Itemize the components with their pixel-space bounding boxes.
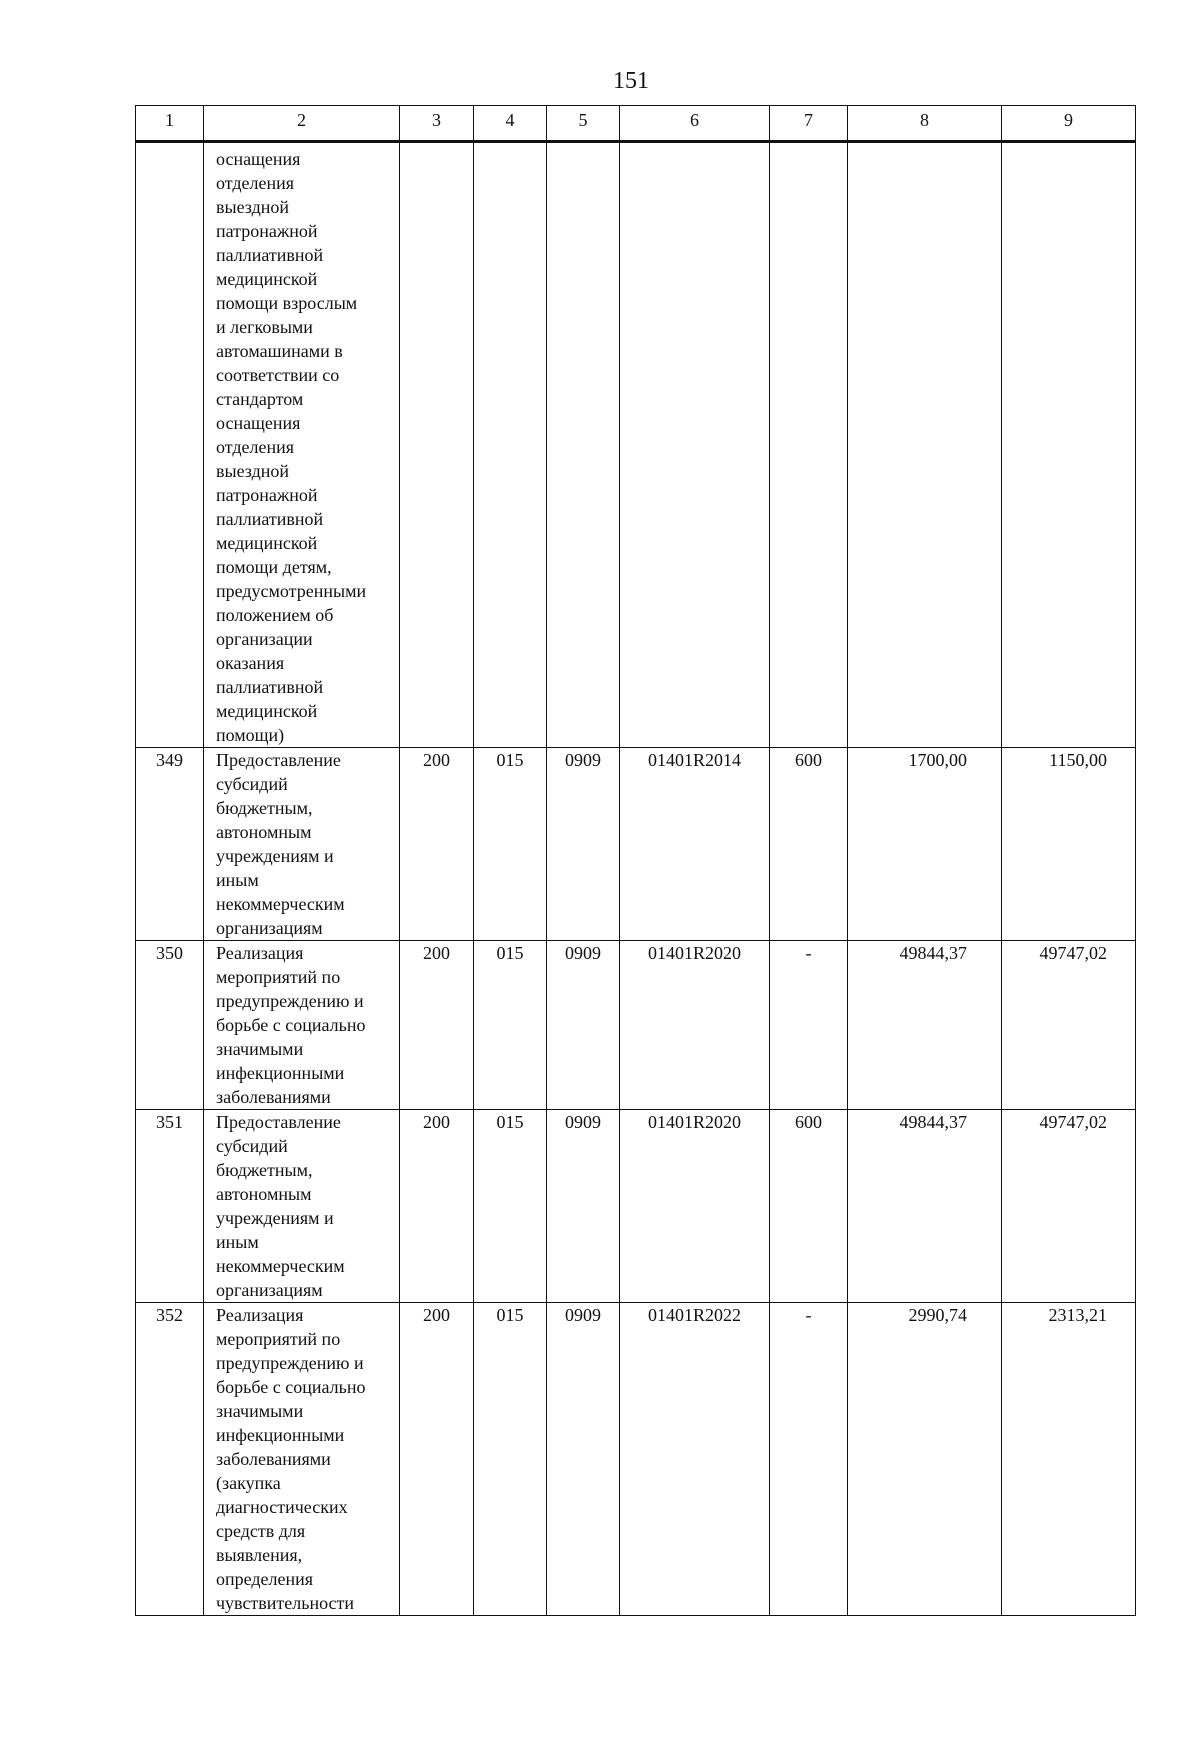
row-col6: 01401R2020 bbox=[620, 941, 770, 1110]
row-col9 bbox=[1002, 142, 1136, 748]
row-col7: - bbox=[770, 941, 848, 1110]
table-body bbox=[136, 142, 1136, 1616]
row-number: 352 bbox=[136, 1303, 204, 1616]
row-name: Предоставление субсидий бюджетным, автономным учреждениям и иным некоммерческим организациям bbox=[204, 1110, 400, 1303]
row-col8: 2990,74 bbox=[848, 1303, 1002, 1616]
column-header-1: 1 bbox=[136, 106, 204, 142]
row-col5 bbox=[547, 142, 620, 748]
row-col9: 2313,21 bbox=[1002, 1303, 1136, 1616]
row-number: 349 bbox=[136, 748, 204, 941]
row-col3: 200 bbox=[400, 1303, 474, 1616]
row-col4 bbox=[474, 142, 547, 748]
row-col6: 01401R2022 bbox=[620, 1303, 770, 1616]
column-header-8: 8 bbox=[848, 106, 1002, 142]
column-header-9: 9 bbox=[1002, 106, 1136, 142]
row-col9: 49747,02 bbox=[1002, 941, 1136, 1110]
row-number: 350 bbox=[136, 941, 204, 1110]
row-col4: 015 bbox=[474, 941, 547, 1110]
row-col5: 0909 bbox=[547, 1110, 620, 1303]
row-col4: 015 bbox=[474, 1110, 547, 1303]
row-col8: 49844,37 bbox=[848, 1110, 1002, 1303]
column-header-4: 4 bbox=[474, 106, 547, 142]
row-col6: 01401R2014 bbox=[620, 748, 770, 941]
column-header-7: 7 bbox=[770, 106, 848, 142]
column-header-6: 6 bbox=[620, 106, 770, 142]
table-row bbox=[136, 1110, 1136, 1303]
row-col6 bbox=[620, 142, 770, 748]
page-number: 151 bbox=[613, 68, 649, 94]
table-header bbox=[136, 106, 1136, 142]
row-name: Реализация мероприятий по предупреждению и борьбе с социально значимыми инфекционными заболеваниями bbox=[204, 941, 400, 1110]
row-col8: 1700,00 bbox=[848, 748, 1002, 941]
row-col3: 200 bbox=[400, 748, 474, 941]
row-col4: 015 bbox=[474, 748, 547, 941]
row-col8 bbox=[848, 142, 1002, 748]
table-row bbox=[136, 1303, 1136, 1616]
column-header-2: 2 bbox=[204, 106, 400, 142]
row-col3: 200 bbox=[400, 941, 474, 1110]
row-name: Предоставление субсидий бюджетным, автономным учреждениям и иным некоммерческим организациям bbox=[204, 748, 400, 941]
table-row bbox=[136, 748, 1136, 941]
row-col6: 01401R2020 bbox=[620, 1110, 770, 1303]
row-col8: 49844,37 bbox=[848, 941, 1002, 1110]
column-header-3: 3 bbox=[400, 106, 474, 142]
row-col4: 015 bbox=[474, 1303, 547, 1616]
table-row bbox=[136, 142, 1136, 748]
row-col7 bbox=[770, 142, 848, 748]
budget-table bbox=[135, 105, 1136, 1616]
row-number: 351 bbox=[136, 1110, 204, 1303]
row-name: оснащения отделения выездной патронажной паллиативной медицинской помощи взрослым и легковыми автомашинами в соответствии со стандартом оснащения отделения выездной патронажной паллиативной медицинской помощи детям, предусмотренными положением об организации оказания паллиативной медицинской помощи) bbox=[204, 142, 400, 748]
row-col5: 0909 bbox=[547, 1303, 620, 1616]
row-col9: 1150,00 bbox=[1002, 748, 1136, 941]
row-col7: 600 bbox=[770, 748, 848, 941]
header-row bbox=[136, 106, 1136, 142]
row-col7: - bbox=[770, 1303, 848, 1616]
row-col5: 0909 bbox=[547, 941, 620, 1110]
row-number bbox=[136, 142, 204, 748]
row-col5: 0909 bbox=[547, 748, 620, 941]
row-col7: 600 bbox=[770, 1110, 848, 1303]
row-col3: 200 bbox=[400, 1110, 474, 1303]
column-header-5: 5 bbox=[547, 106, 620, 142]
row-name: Реализация мероприятий по предупреждению и борьбе с социально значимыми инфекционными заболеваниями (закупка диагностических средств для выявления, определения чувствительности bbox=[204, 1303, 400, 1616]
row-col3 bbox=[400, 142, 474, 748]
table-row bbox=[136, 941, 1136, 1110]
row-col9: 49747,02 bbox=[1002, 1110, 1136, 1303]
